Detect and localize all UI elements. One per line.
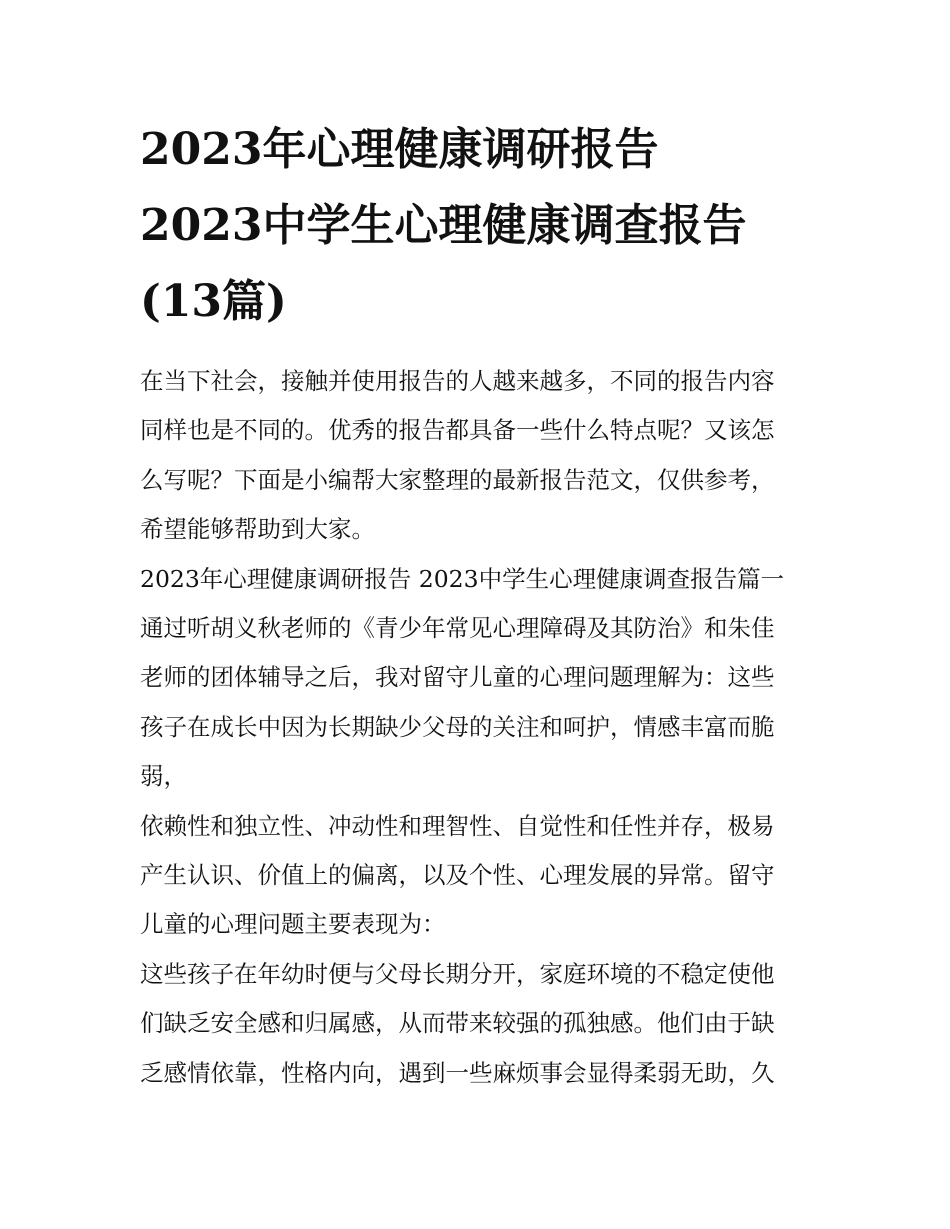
body-line: 产生认识、价值上的偏离，以及个性、心理发展的异常。留守 (140, 861, 775, 890)
body-line: 2023年心理健康调研报告 2023中学生心理健康调查报告篇一 (140, 564, 785, 593)
title-line: (13篇) (140, 276, 287, 327)
body-line: 孩子在成长中因为长期缺少父母的关注和呵护，情感丰富而脆 (140, 712, 775, 741)
body-line: 同样也是不同的。优秀的报告都具备一些什么特点呢？又该怎 (140, 416, 775, 445)
body-line: 儿童的心理问题主要表现为： (140, 910, 446, 939)
body-line: 在当下社会，接触并使用报告的人越来越多，不同的报告内容 (140, 367, 775, 395)
body-line: 老师的团体辅导之后，我对留守儿童的心理问题理解为：这些 (140, 663, 775, 692)
body-line: 通过听胡义秋老师的《青少年常见心理障碍及其防治》和朱佳 (140, 614, 775, 643)
document-title (140, 112, 820, 340)
body-line: 弱， (140, 762, 187, 791)
body-line: 乏感情依靠，性格内向，遇到一些麻烦事会显得柔弱无助，久 (140, 1058, 775, 1087)
body-line: 希望能够帮助到大家。 (140, 515, 375, 544)
body-line: 这些孩子在年幼时便与父母长期分开，家庭环境的不稳定使他 (140, 959, 775, 988)
body-line: 么写呢？下面是小编帮大家整理的最新报告范文，仅供参考， (140, 465, 775, 494)
title-line: 2023年心理健康调研报告 (140, 124, 659, 175)
body-line: 们缺乏安全感和归属感，从而带来较强的孤独感。他们由于缺 (140, 1009, 775, 1038)
body-line: 依赖性和独立性、冲动性和理智性、自觉性和任性并存，极易 (140, 811, 775, 840)
title-line: 2023中学生心理健康调查报告 (140, 200, 747, 251)
document-body (140, 357, 820, 1098)
